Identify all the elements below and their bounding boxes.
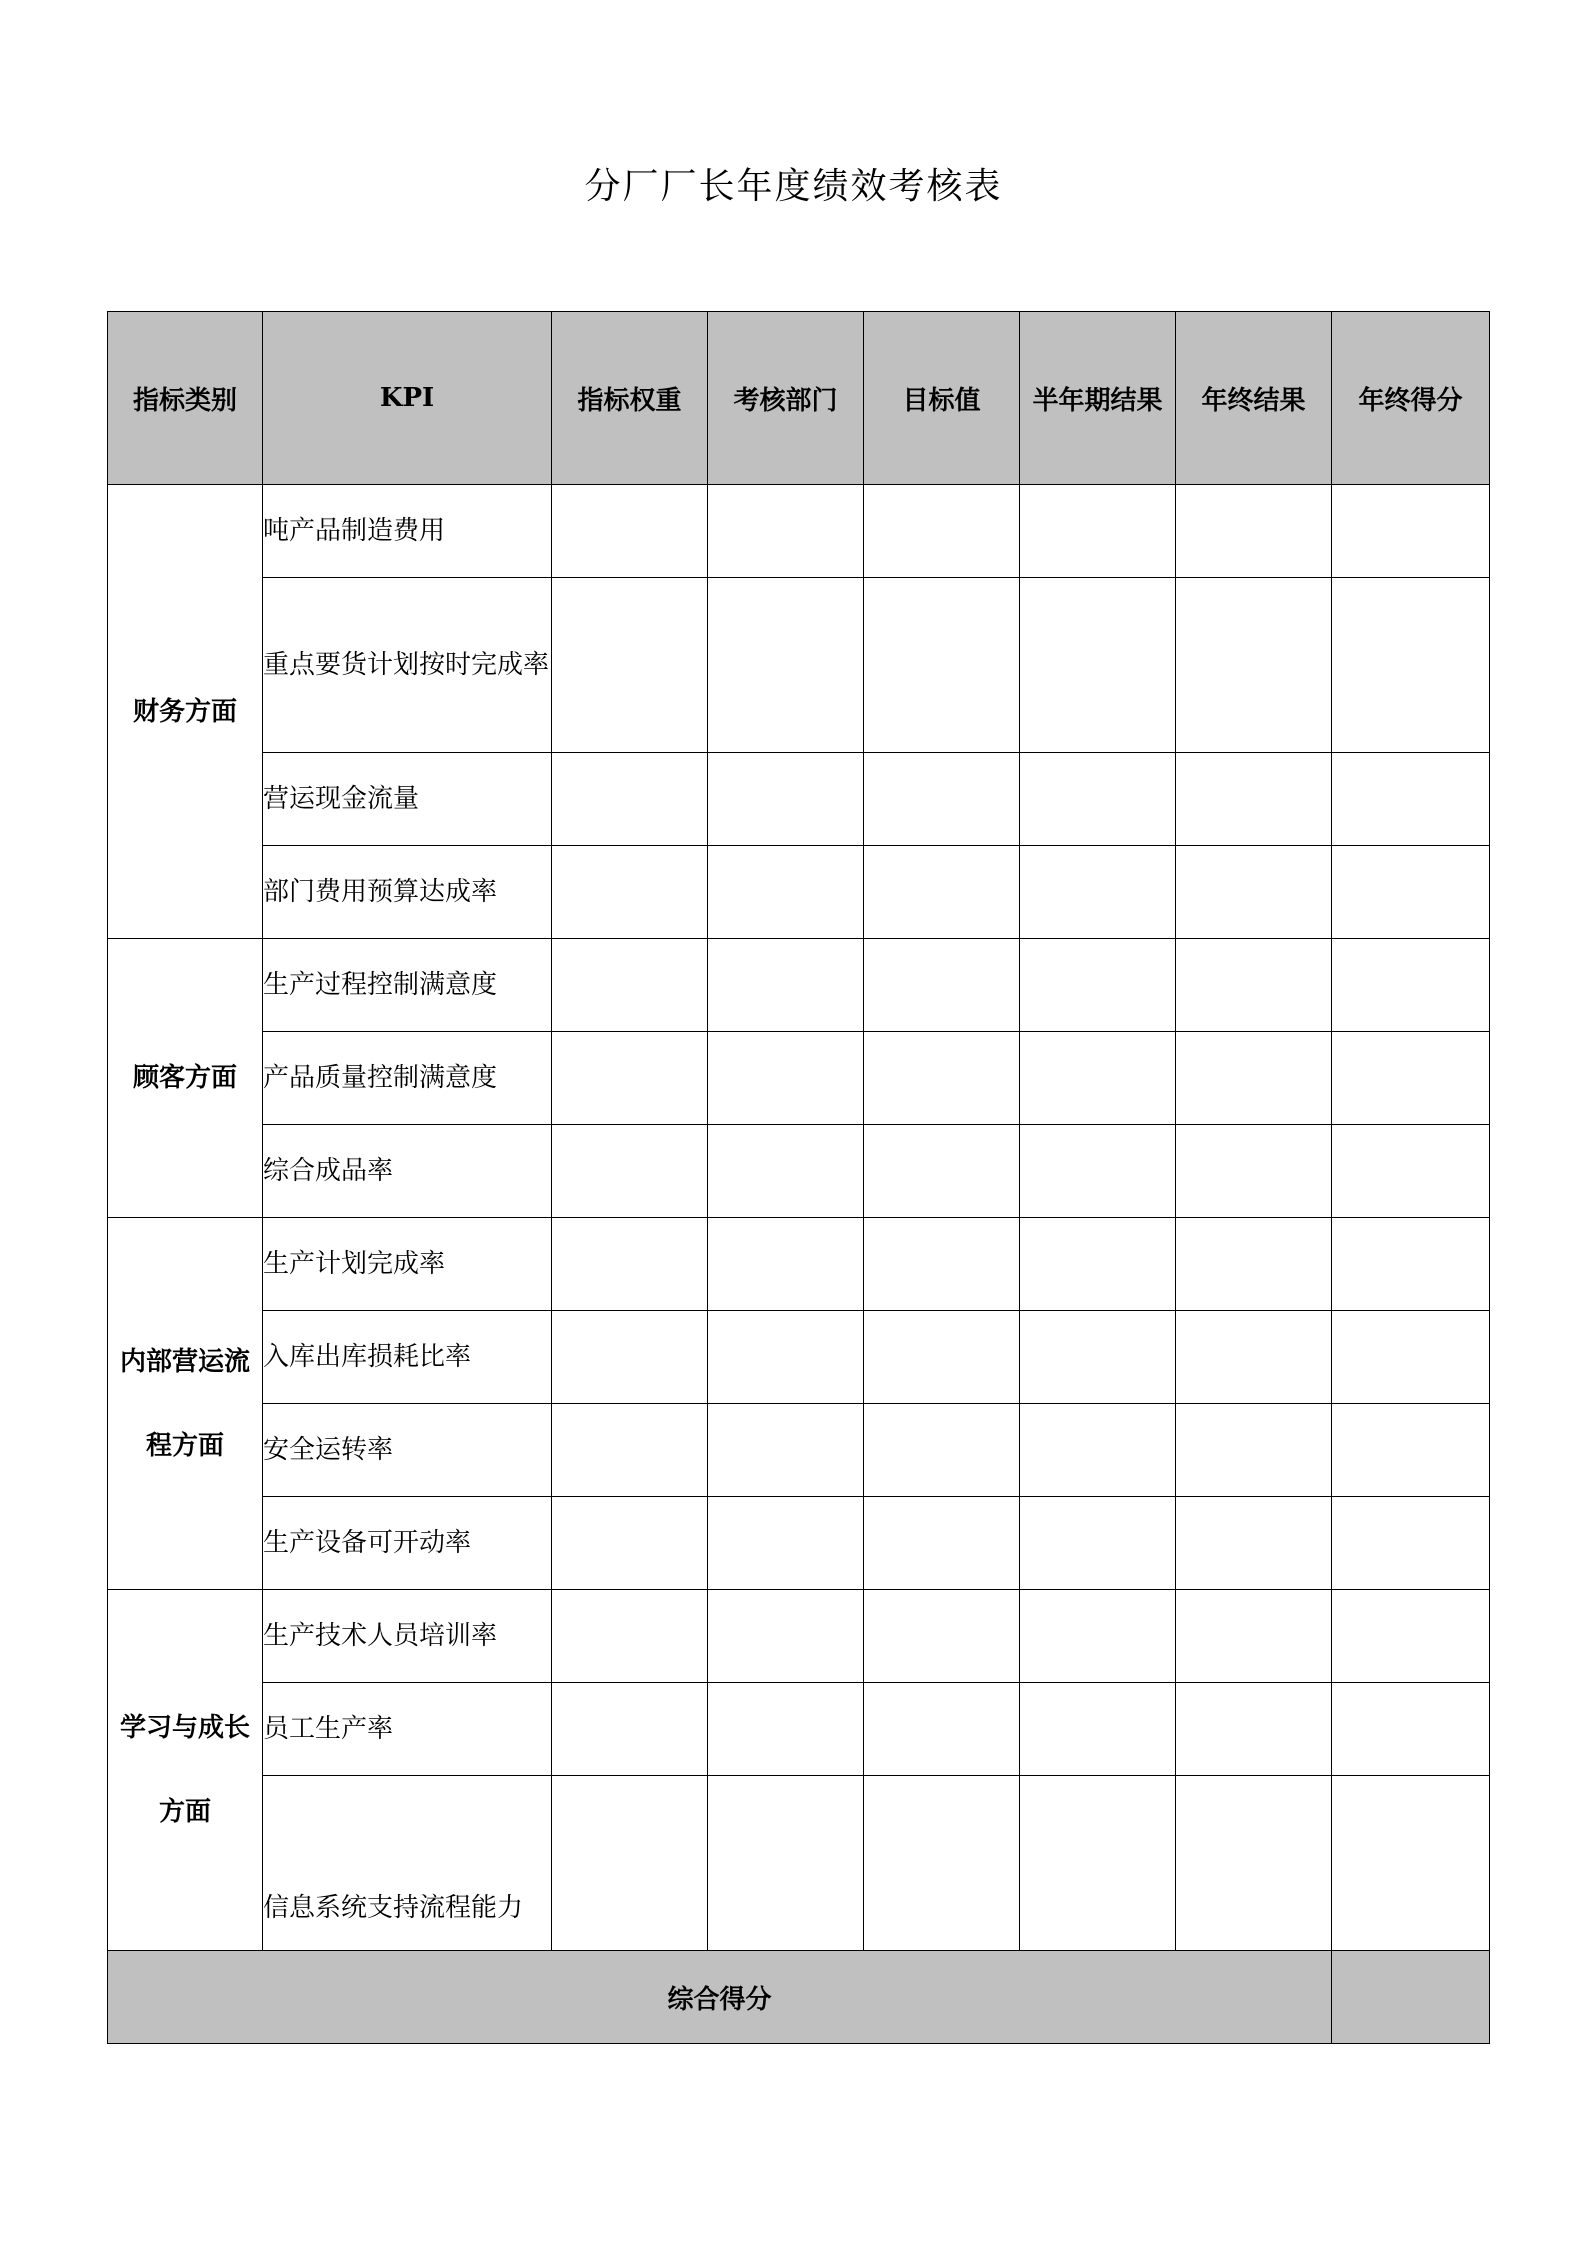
department-cell[interactable]: [708, 485, 864, 578]
kpi-cell: 入库出库损耗比率: [263, 1311, 552, 1404]
score-cell[interactable]: [1332, 1404, 1490, 1497]
kpi-cell: 员工生产率: [263, 1683, 552, 1776]
department-cell[interactable]: [708, 939, 864, 1032]
half-year-cell[interactable]: [1020, 485, 1176, 578]
weight-cell[interactable]: [552, 1683, 708, 1776]
department-cell[interactable]: [708, 1032, 864, 1125]
department-cell[interactable]: [708, 1311, 864, 1404]
weight-cell[interactable]: [552, 1218, 708, 1311]
kpi-cell: 生产过程控制满意度: [263, 939, 552, 1032]
half-year-cell[interactable]: [1020, 1776, 1176, 1951]
table-row: [108, 578, 1490, 753]
half-year-cell[interactable]: [1020, 753, 1176, 846]
score-cell[interactable]: [1332, 485, 1490, 578]
header-target: 目标值: [864, 312, 1020, 485]
score-cell[interactable]: [1332, 753, 1490, 846]
table-row: [108, 1497, 1490, 1590]
table-header-row: [108, 312, 1490, 485]
header-kpi: KPI: [263, 312, 552, 485]
department-cell[interactable]: [708, 1404, 864, 1497]
score-cell[interactable]: [1332, 1590, 1490, 1683]
score-cell[interactable]: [1332, 1125, 1490, 1218]
total-score-cell[interactable]: [1332, 1951, 1490, 2044]
table-row: [108, 1776, 1490, 1951]
category-cell: 顾客方面: [108, 939, 263, 1218]
target-cell[interactable]: [864, 1311, 1020, 1404]
target-cell[interactable]: [864, 753, 1020, 846]
target-cell[interactable]: [864, 1125, 1020, 1218]
half-year-cell[interactable]: [1020, 1404, 1176, 1497]
table-row: [108, 1032, 1490, 1125]
year-end-cell[interactable]: [1176, 485, 1332, 578]
score-cell[interactable]: [1332, 1032, 1490, 1125]
weight-cell[interactable]: [552, 578, 708, 753]
kpi-cell: 产品质量控制满意度: [263, 1032, 552, 1125]
category-cell: 内部营运流程方面: [108, 1218, 263, 1590]
weight-cell[interactable]: [552, 1404, 708, 1497]
target-cell[interactable]: [864, 846, 1020, 939]
half-year-cell[interactable]: [1020, 1032, 1176, 1125]
kpi-cell: 生产计划完成率: [263, 1218, 552, 1311]
header-year-end-result: 年终结果: [1176, 312, 1332, 485]
target-cell[interactable]: [864, 1590, 1020, 1683]
target-cell[interactable]: [864, 1218, 1020, 1311]
weight-cell[interactable]: [552, 1032, 708, 1125]
half-year-cell[interactable]: [1020, 939, 1176, 1032]
total-label: 综合得分: [108, 1951, 1332, 2044]
department-cell[interactable]: [708, 1125, 864, 1218]
half-year-cell[interactable]: [1020, 1125, 1176, 1218]
kpi-cell: 综合成品率: [263, 1125, 552, 1218]
weight-cell[interactable]: [552, 846, 708, 939]
table-row: [108, 939, 1490, 1032]
category-cell: 财务方面: [108, 485, 263, 939]
total-row: [108, 1951, 1490, 2044]
weight-cell[interactable]: [552, 939, 708, 1032]
half-year-cell[interactable]: [1020, 1218, 1176, 1311]
score-cell[interactable]: [1332, 1218, 1490, 1311]
table-row: [108, 1218, 1490, 1311]
kpi-cell: 生产技术人员培训率: [263, 1590, 552, 1683]
kpi-cell: 重点要货计划按时完成率: [263, 578, 552, 753]
score-cell[interactable]: [1332, 846, 1490, 939]
year-end-cell[interactable]: [1176, 1590, 1332, 1683]
table-row: [108, 485, 1490, 578]
department-cell[interactable]: [708, 1497, 864, 1590]
year-end-cell[interactable]: [1176, 578, 1332, 753]
table-row: [108, 1311, 1490, 1404]
weight-cell[interactable]: [552, 1590, 708, 1683]
header-department: 考核部门: [708, 312, 864, 485]
department-cell[interactable]: [708, 1590, 864, 1683]
table-row: [108, 1683, 1490, 1776]
target-cell[interactable]: [864, 1032, 1020, 1125]
table-row: [108, 1404, 1490, 1497]
target-cell[interactable]: [864, 939, 1020, 1032]
year-end-cell[interactable]: [1176, 1404, 1332, 1497]
kpi-cell: 部门费用预算达成率: [263, 846, 552, 939]
weight-cell[interactable]: [552, 1125, 708, 1218]
kpi-cell: 吨产品制造费用: [263, 485, 552, 578]
target-cell[interactable]: [864, 485, 1020, 578]
target-cell[interactable]: [864, 1683, 1020, 1776]
target-cell[interactable]: [864, 578, 1020, 753]
year-end-cell[interactable]: [1176, 1125, 1332, 1218]
half-year-cell[interactable]: [1020, 846, 1176, 939]
target-cell[interactable]: [864, 1776, 1020, 1951]
weight-cell[interactable]: [552, 753, 708, 846]
year-end-cell[interactable]: [1176, 1683, 1332, 1776]
year-end-cell[interactable]: [1176, 1311, 1332, 1404]
half-year-cell[interactable]: [1020, 1683, 1176, 1776]
year-end-cell[interactable]: [1176, 939, 1332, 1032]
score-cell[interactable]: [1332, 1311, 1490, 1404]
year-end-cell[interactable]: [1176, 753, 1332, 846]
score-cell[interactable]: [1332, 939, 1490, 1032]
department-cell[interactable]: [708, 1218, 864, 1311]
score-cell[interactable]: [1332, 578, 1490, 753]
score-cell[interactable]: [1332, 1683, 1490, 1776]
header-category: 指标类别: [108, 312, 263, 485]
department-cell[interactable]: [708, 846, 864, 939]
target-cell[interactable]: [864, 1497, 1020, 1590]
table-row: [108, 753, 1490, 846]
score-cell[interactable]: [1332, 1497, 1490, 1590]
weight-cell[interactable]: [552, 1776, 708, 1951]
table-row: [108, 846, 1490, 939]
kpi-cell: 营运现金流量: [263, 753, 552, 846]
header-year-end-score: 年终得分: [1332, 312, 1490, 485]
year-end-cell[interactable]: [1176, 1776, 1332, 1951]
category-cell: 学习与成长方面: [108, 1590, 263, 1951]
half-year-cell[interactable]: [1020, 1590, 1176, 1683]
weight-cell[interactable]: [552, 1311, 708, 1404]
kpi-cell: 信息系统支持流程能力: [263, 1776, 552, 1951]
kpi-table: [107, 311, 1490, 2044]
year-end-cell[interactable]: [1176, 1032, 1332, 1125]
department-cell[interactable]: [708, 1776, 864, 1951]
year-end-cell[interactable]: [1176, 1497, 1332, 1590]
kpi-cell: 生产设备可开动率: [263, 1497, 552, 1590]
half-year-cell[interactable]: [1020, 1497, 1176, 1590]
department-cell[interactable]: [708, 1683, 864, 1776]
header-half-year-result: 半年期结果: [1020, 312, 1176, 485]
weight-cell[interactable]: [552, 1497, 708, 1590]
department-cell[interactable]: [708, 578, 864, 753]
half-year-cell[interactable]: [1020, 1311, 1176, 1404]
target-cell[interactable]: [864, 1404, 1020, 1497]
table-row: [108, 1590, 1490, 1683]
header-weight: 指标权重: [552, 312, 708, 485]
half-year-cell[interactable]: [1020, 578, 1176, 753]
table-row: [108, 1125, 1490, 1218]
year-end-cell[interactable]: [1176, 1218, 1332, 1311]
department-cell[interactable]: [708, 753, 864, 846]
weight-cell[interactable]: [552, 485, 708, 578]
page-title: 分厂厂长年度绩效考核表: [584, 166, 1003, 207]
kpi-cell: 安全运转率: [263, 1404, 552, 1497]
year-end-cell[interactable]: [1176, 846, 1332, 939]
score-cell[interactable]: [1332, 1776, 1490, 1951]
